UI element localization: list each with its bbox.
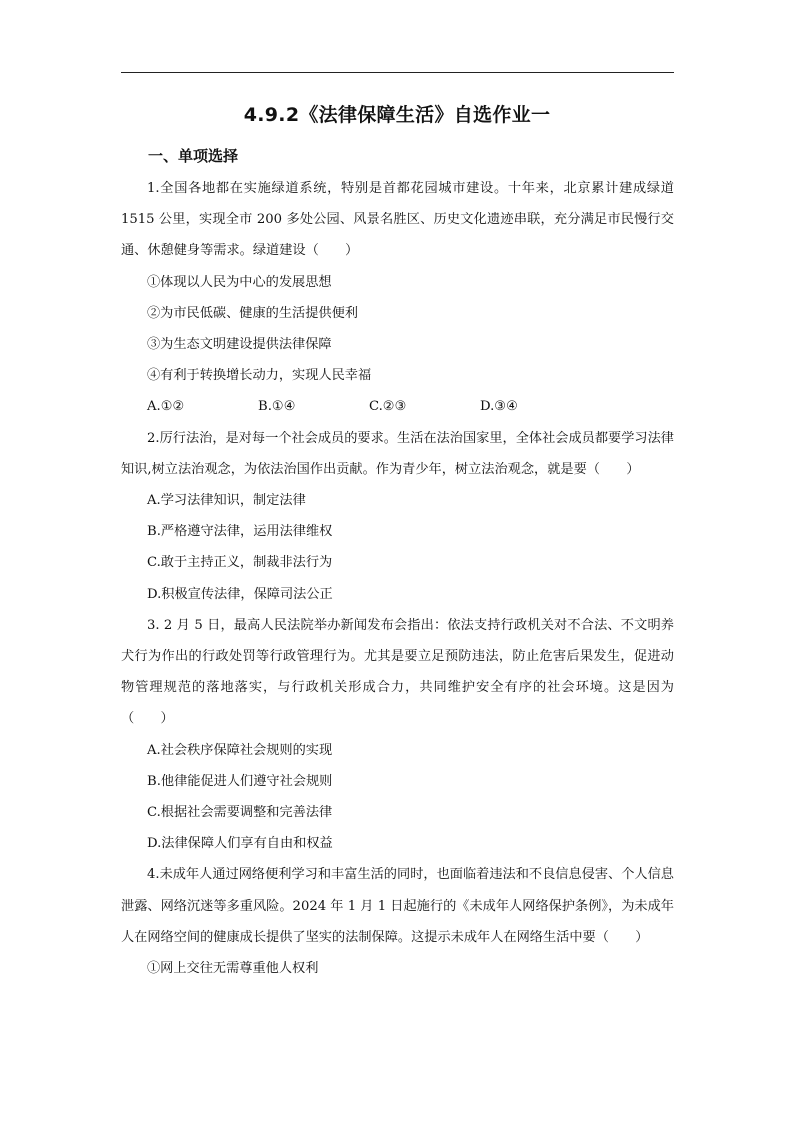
question-list	[121, 173, 674, 984]
question-4-statement-1: ①网上交往无需尊重他人权利	[147, 961, 319, 977]
question-1-statement-3: ③为生态文明建设提供法律保障	[147, 337, 332, 353]
question-1-option-d: D.③④	[480, 399, 518, 415]
question-1-statement-4: ④有利于转换增长动力，实现人民幸福	[147, 368, 372, 384]
document-title: 4.9.2《法律保障生活》自选作业一	[243, 104, 551, 126]
question-4-stem: 4.未成年人通过网络便利学习和丰富生活的同时，也面临着违法和不良信息侵害、个人信息泄露、网络沉迷等多重风险。2024 年 1 月 1 日起施行的《未成年人网络保护条例》，为未成年人在网络空间的健康成长提供了坚实的法制保障。这提示未成年人在网络生活中要（ ）	[121, 867, 674, 945]
question-2-option-a: A.学习法律知识，制定法律	[147, 493, 306, 509]
question-1-stem: 1.全国各地都在实施绿道系统，特别是首都花园城市建设。十年来，北京累计建成绿道 1515 公里，实现全市 200 多处公园、风景名胜区、历史文化遗迹串联，充分满足市民慢行交通、休憩健身等需求。绿道建设（ ）	[121, 181, 674, 259]
question-1-option-b: B.①④	[258, 399, 296, 415]
header-rule	[121, 72, 674, 73]
section-heading: 一、单项选择	[148, 147, 239, 165]
question-2-option-c: C.敢于主持正义，制裁非法行为	[147, 555, 333, 571]
question-2-option-b: B.严格遵守法律，运用法律维权	[147, 524, 333, 540]
question-1-option-c: C.②③	[369, 399, 407, 415]
question-2-stem: 2.厉行法治，是对每一个社会成员的要求。生活在法治国家里，全体社会成员都要学习法律知识,树立法治观念，为依法治国作出贡献。作为青少年，树立法治观念，就是要（ ）	[121, 430, 674, 477]
question-1-options	[121, 391, 674, 422]
question-2-option-d: D.积极宣传法律，保障司法公正	[147, 586, 333, 602]
question-3-stem: 3. 2 月 5 日，最高人民法院举办新闻发布会指出：依法支持行政机关对不合法、不文明养犬行为作出的行政处罚等行政管理行为。尤其是要立足预防违法，防止危害后果发生，促进动物管理规范的落地落实，与行政机关形成合力，共同维护安全有序的社会环境。这是因为（ ）	[121, 617, 674, 727]
question-3-option-b: B.他律能促进人们遵守社会规则	[147, 773, 333, 789]
question-1-option-a: A.①②	[147, 399, 185, 415]
question-3-option-d: D.法律保障人们享有自由和权益	[147, 836, 333, 852]
question-1-statement-1: ①体现以人民为中心的发展思想	[147, 274, 332, 290]
question-1-statement-2: ②为市民低碳、健康的生活提供便利	[147, 305, 358, 321]
question-3-option-a: A.社会秩序保障社会规则的实现	[147, 742, 333, 758]
question-3-option-c: C.根据社会需要调整和完善法律	[147, 805, 333, 821]
